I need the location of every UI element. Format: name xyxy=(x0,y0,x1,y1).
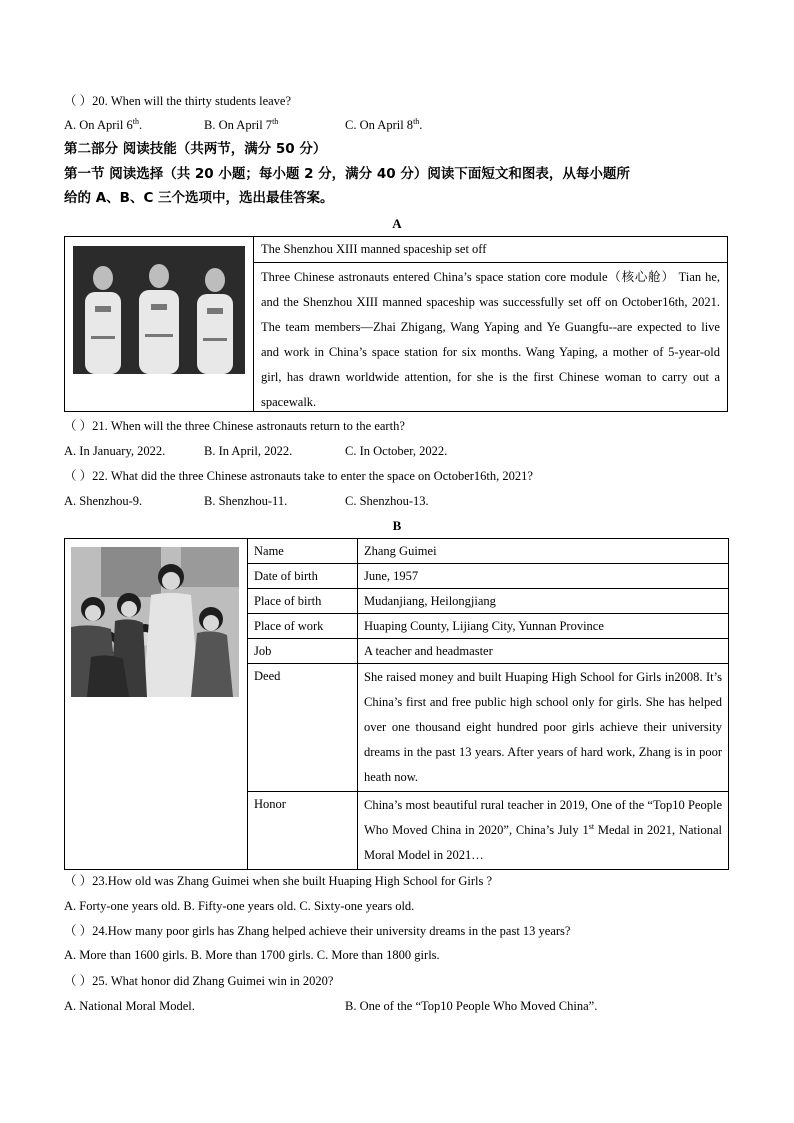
option-b: B. Shenzhou-11. xyxy=(204,494,288,508)
row-value-deed: She raised money and built Huaping High School for Girls in2008. It’s China’s first and free public high school only for girls. She has helped over one thousand eight hundred poor girls achieve their university dreams in the past 13 years. After years of hard work, Zhang is in poor heath now. xyxy=(358,664,729,792)
row-value-honor: China’s most beautiful rural teacher in 2019, One of the “Top10 People Who Moved China in 2020”, China’s July 1st Medal in 2021, National Moral Model in 2021… xyxy=(358,792,729,870)
passage-a-title: The Shenzhou XIII manned spaceship set off xyxy=(254,237,727,263)
row-value-birthdate: June, 1957 xyxy=(358,564,729,589)
question-22: （ ）22. What did the three Chinese astronauts take to enter the space on October16th, 2021? xyxy=(64,469,533,483)
passage-b-image-cell xyxy=(65,539,248,870)
row-value-job: A teacher and headmaster xyxy=(358,639,729,664)
question-25-options xyxy=(64,998,597,1014)
question-21-options xyxy=(64,443,447,459)
row-value-name: Zhang Guimei xyxy=(358,539,729,564)
row-key-birthplace: Place of birth xyxy=(248,589,358,614)
option-c: C. In October, 2022. xyxy=(345,444,448,458)
question-22-options xyxy=(64,493,429,509)
row-key-job: Job xyxy=(248,639,358,664)
option-c: C. On April 8th. xyxy=(345,116,423,132)
passage-a-box xyxy=(64,236,728,412)
zhang-guimei-photo xyxy=(71,547,239,697)
section-1-instruction-line2: 给的 A、B、C 三个选项中，选出最佳答案。 xyxy=(64,190,334,206)
question-23: （ ）23.How old was Zhang Guimei when she built Huaping High School for Girls ? xyxy=(64,874,493,888)
section-1-instruction-line1: 第一节 阅读选择（共 20 小题；每小题 2 分，满分 40 分）阅读下面短文和图表，从每小题所 xyxy=(64,166,630,182)
question-20: （ ）20. When will the thirty students leave? xyxy=(64,94,292,108)
passage-a-image-cell xyxy=(65,237,254,411)
option-b: B. In April, 2022. xyxy=(204,444,293,458)
question-23-options: A. Forty-one years old. B. Fifty-one years old. C. Sixty-one years old. xyxy=(64,899,415,913)
option-c: C. Shenzhou-13. xyxy=(345,494,429,508)
passage-a-text: Three Chinese astronauts entered China’s space station core module（核心舱） Tian he, and the Shenzhou XIII manned spaceship was successfully set off on October16th, 2021. The team members—Zhai Zhigang, Wang Yaping and Ye Guangfu--are expected to live and work in China’s space station for six months. Wang Yaping, a mother of 5-year-old girl, has drawn worldwide attention, for she is the first Chinese woman to carry out a spacewalk. xyxy=(261,270,720,409)
part-2-heading: 第二部分 阅读技能（共两节，满分 50 分） xyxy=(64,141,327,157)
row-key-birthdate: Date of birth xyxy=(248,564,358,589)
option-a: A. National Moral Model. xyxy=(64,999,195,1013)
row-value-workplace: Huaping County, Lijiang City, Yunnan Province xyxy=(358,614,729,639)
row-key-deed: Deed xyxy=(248,664,358,792)
option-a: A. Shenzhou-9. xyxy=(64,494,143,508)
option-b: B. On April 7th xyxy=(204,116,279,132)
question-25: （ ）25. What honor did Zhang Guimei win in 2020? xyxy=(64,974,334,988)
option-b: B. One of the “Top10 People Who Moved China”. xyxy=(345,999,598,1013)
question-21: （ ）21. When will the three Chinese astronauts return to the earth? xyxy=(64,419,405,433)
question-24: （ ）24.How many poor girls has Zhang helped achieve their university dreams in the past 13 years? xyxy=(64,924,571,938)
option-a: A. In January, 2022. xyxy=(64,444,166,458)
question-24-options: A. More than 1600 girls. B. More than 1700 girls. C. More than 1800 girls. xyxy=(64,948,440,962)
row-key-workplace: Place of work xyxy=(248,614,358,639)
passage-b-label: B xyxy=(392,518,402,533)
question-20-options xyxy=(64,117,422,133)
passage-b-table xyxy=(64,538,729,870)
astronauts-photo xyxy=(73,246,245,374)
option-a: A. On April 6th. xyxy=(64,116,143,132)
row-key-name: Name xyxy=(248,539,358,564)
row-key-honor: Honor xyxy=(248,792,358,870)
passage-a-label: A xyxy=(392,216,402,231)
row-value-birthplace: Mudanjiang, Heilongjiang xyxy=(358,589,729,614)
